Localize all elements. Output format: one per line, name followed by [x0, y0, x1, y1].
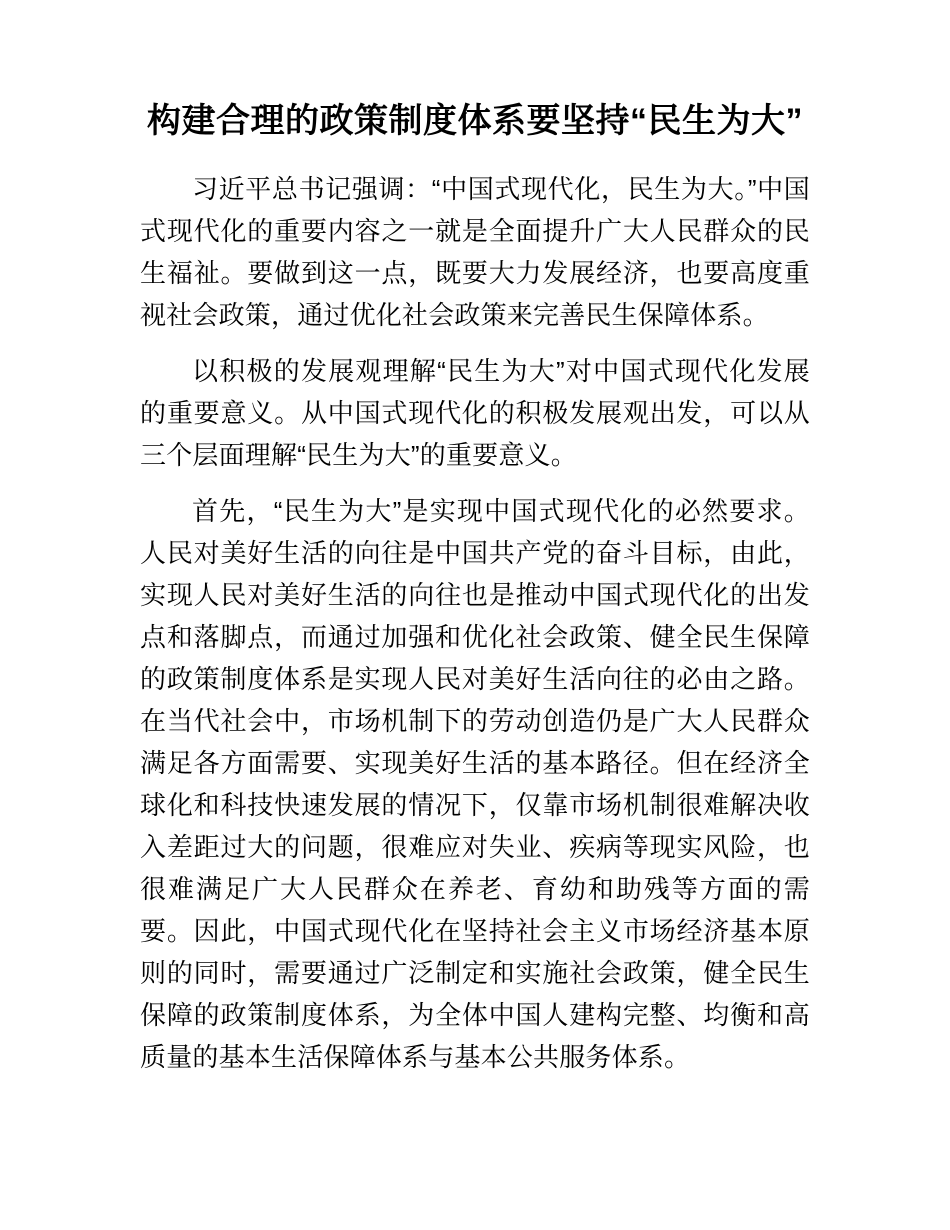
document-body [140, 168, 810, 1078]
paragraph-1: 习近平总书记强调：“中国式现代化，民生为大。”中国式现代化的重要内容之一就是全面提升广大人民群众的民生福祉。要做到这一点，既要大力发展经济，也要高度重视社会政策，通过优化社会政策来完善民生保障体系。 [140, 174, 810, 330]
document-title: 构建合理的政策制度体系要坚持“民生为大” [147, 102, 803, 140]
paragraph-3: 首先，“民生为大”是实现中国式现代化的必然要求。人民对美好生活的向往是中国共产党的奋斗目标，由此，实现人民对美好生活的向往也是推动中国式现代化的出发点和落脚点，而通过加强和优化社会政策、健全民生保障的政策制度体系是实现人民对美好生活向往的必由之路。在当代社会中，市场机制下的劳动创造仍是广大人民群众满足各方面需要、实现美好生活的基本路径。但在经济全球化和科技快速发展的情况下，仅靠市场机制很难解决收入差距过大的问题，很难应对失业、疾病等现实风险，也很难满足广大人民群众在养老、育幼和助残等方面的需要。因此，中国式现代化在坚持社会主义市场经济基本原则的同时，需要通过广泛制定和实施社会政策，健全民生保障的政策制度体系，为全体中国人建构完整、均衡和高质量的基本生活保障体系与基本公共服务体系。 [140, 496, 810, 1072]
paragraph-2: 以积极的发展观理解“民生为大”对中国式现代化发展的重要意义。从中国式现代化的积极发展观出发，可以从三个层面理解“民生为大”的重要意义。 [140, 356, 810, 470]
